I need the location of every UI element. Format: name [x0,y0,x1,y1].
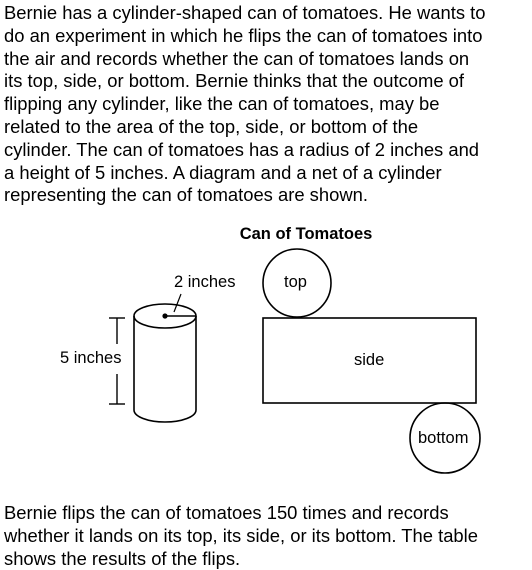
height-label: 5 inches [60,349,122,367]
intro-line: Bernie has a cylinder-shaped can of tomatoes. He wants to [4,2,486,23]
intro-line: the air and records whether the can of tomatoes lands on [4,47,470,69]
figure-title: Can of Tomatoes [239,225,373,243]
center-dot [162,313,167,318]
intro-line: related to the area of the top, side, or bottom of the [4,115,419,137]
net-top-label: top [284,273,307,291]
intro-line: do an experiment in which he flips the can of tomatoes into [4,24,483,46]
outro-line: Bernie flips the can of tomatoes 150 times and records [4,502,449,523]
intro-line: representing the can of tomatoes are shown. [4,184,368,206]
net-bottom-label: bottom [418,429,469,447]
intro-line: a height of 5 inches. A diagram and a net of a cylinder [4,161,442,183]
radius-leader-line [174,294,181,312]
intro-line: cylinder. The can of tomatoes has a radius of 2 inches and [4,138,480,160]
net-side-label: side [354,351,385,369]
cylinder-bottom-arc [134,410,196,422]
outro-line: whether it lands on its top, its side, or its bottom. The table [4,524,478,546]
intro-line: flipping any cylinder, like the can of tomatoes, may be [4,93,440,115]
outro-line: shows the results of the flips. [4,547,241,569]
intro-line: its top, side, or bottom. Bernie thinks that the outcome of [4,70,465,92]
radius-label: 2 inches [174,273,236,291]
outro-paragraph [4,502,478,570]
cylinder-diagram [134,294,196,422]
